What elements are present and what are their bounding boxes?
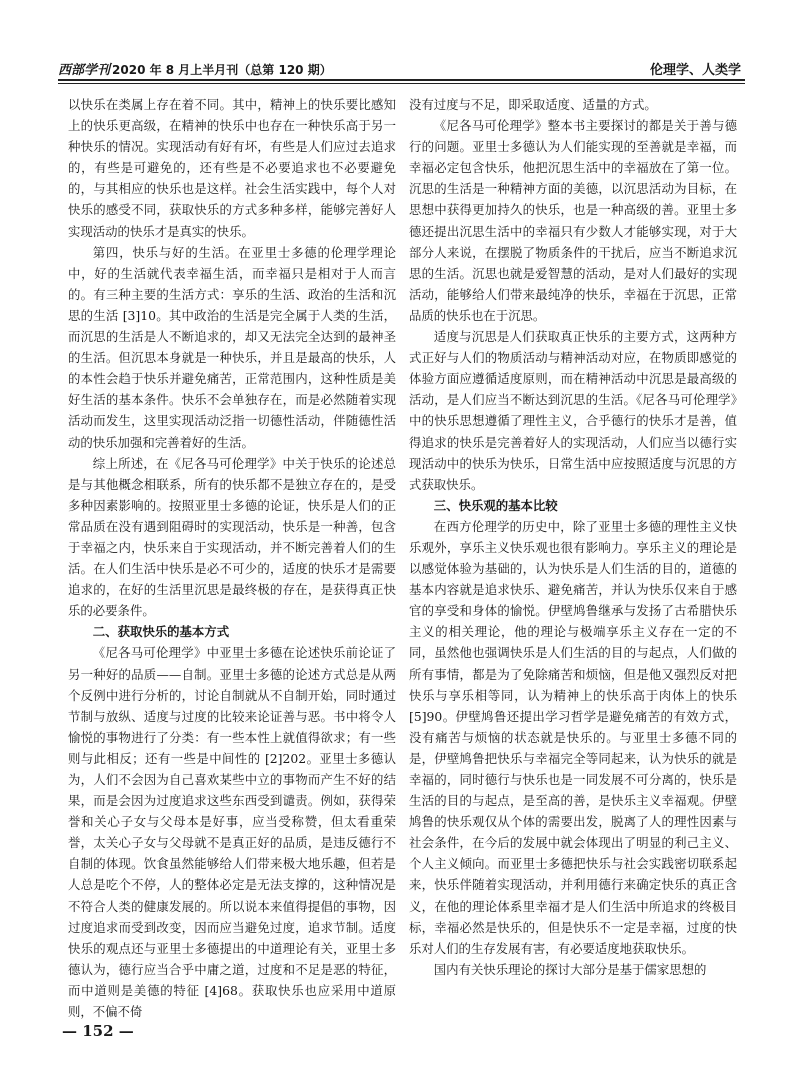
section-title: 伦理学、人类学 [649,63,741,78]
paragraph: 《尼各马可伦理学》整本书主要探讨的都是关于善与德行的问题。亚里士多德认为人们能实现的至善就是幸福，而幸福必定包含快乐，他把沉思生活中的幸福放在了第一位。沉思的生活是一种精神方面的美德，以沉思活动为目标，在思想中获得更加持久的快乐，也是一种高级的善。亚里士多德还提出沉思生活中的幸福只有少数人才能够实现，对于大部分人来说，在摆脱了物质条件的干扰后，应当不断追求沉思的生活。沉思也就是爱智慧的活动，是对人们最好的实现活动，能够给人们带来最纯净的快乐，幸福在于沉思，正常品质的快乐也在于沉思。 [409,118,737,323]
paragraph: 适度与沉思是人们获取真正快乐的主要方式，这两种方式正好与人们的物质活动与精神活动对应，在物质即感觉的体验方面应遵循适度原则，而在精神活动中沉思是最高级的活动，是人们应当不断达到沉思的生活。《尼各马可伦理学》中的快乐思想遵循了理性主义，合乎德行的快乐才是善，值得追求的快乐是完善着好人的实现活动，人们应当以德行实现活动中的快乐为快乐，日常生活中应按照适度与沉思的方式获取快乐。 [409,329,737,492]
paragraph: 没有过度与不足，即采取适度、适量的方式。 [409,97,657,112]
paragraph: 在西方伦理学的历史中，除了亚里士多德的理性主义快乐观外，享乐主义快乐观也很有影响力。享乐主义的理论是以感觉体验为基础的，认为快乐是人们生活的目的，道德的基本内容就是追求快乐、避免痛苦，并认为快乐仅来自于感官的享受和身体的愉悦。伊壁鸠鲁继承与发扬了古希腊快乐主义的相关理论，他的理论与极端享乐主义存在一定的不同，虽然他也强调快乐是人们生活的目的与起点，人们做的所有事情，都是为了免除痛苦和烦恼，但是他又强烈反对把快乐与享乐相等同，认为精神上的快乐高于肉体上的快乐 [5]90。伊壁鸠鲁还提出学习哲学是避免痛苦的有效方式，没有痛苦与烦恼的状态就是快乐的。与亚里士多德不同的是，伊壁鸠鲁把快乐与幸福完全等同起来，认为快乐的就是幸福的，同时德行与快乐也是一同发展不可分离的，快乐是生活的目的与起点，是至高的善，是快乐主义幸福观。伊壁鸠鲁的快乐观仅从个体的需要出发，脱离了人的理性因素与社会条件，在今后的发展中就会体现出了明显的利己主义、个人主义倾向。而亚里士多德把快乐与社会实践密切联系起来，快乐伴随着实现活动，并利用德行来确定快乐的真正含义，在他的理论体系里幸福才是人们生活中所追求的终极目标，幸福必然是快乐的，但是快乐不一定是幸福，过度的快乐对人们的生存发展有害，有必要适度地获取快乐。 [409,518,737,956]
paragraph: 国内有关快乐理论的探讨大部分是基于儒家思想的 [433,961,707,977]
page-header [58,57,745,83]
paragraph: 《尼各马可伦理学》中亚里士多德在论述快乐前论证了另一种好的品质——自制。亚里士多德的论述方式总是从两个反例中进行分析的，讨论自制就从不自制开始，同时通过节制与放纵、适度与过度的比较来论证善与恶。书中将令人愉悦的事物进行了分类：有一些本性上就值得欲求；有一些则与此相反；还有一些是中间性的 [2]202。亚里士多德认为，人们不会因为自己喜欢某些中立的事物而产生不好的结果，而是会因为过度追求这些东西受到谴责。例如，获得荣誉和关心子女与父母本是好事，应当受称赞，但太看重荣誉，太关心子女与父母就不是真正好的品质，是违反德行不自制的体现。饮食虽然能够给人们带来极大地乐趣，但若是人总是吃个不停，人的整体必定是无法支撑的，这种情况是不符合人类的健康发展的。所以说本来值得提倡的事物，因过度追求而受到改变，因而应当避免过度，追求节制。适度快乐的观点还与亚里士多德提出的中道理论有关，亚里士多德认为，德行应当合乎中庸之道，过度和不足是恶的特征，而中道则是美德的特征 [4]68。获取快乐也应采用中道原则，不偏不倚 [68,645,396,1020]
header-rule-thin [58,83,745,84]
paragraph: 综上所述，在《尼各马可伦理学》中关于快乐的论述总是与其他概念相联系，所有的快乐都不是独立存在的，是受多种因素影响的。按照亚里士多德的论证，快乐是人们的正常品质在没有遇到阻碍时的实现活动，快乐是一种善，包含于幸福之内，快乐来自于实现活动，并不断完善着人们的生活。在人们生活中快乐是必不可少的，适度的快乐才是需要追求的，在好的生活里沉思是最终极的存在，是获得真正快乐的必要条件。 [68,455,396,619]
section-heading: 二、获取快乐的基本方式 [92,624,230,640]
journal-logo: 西部学刊 [58,63,111,78]
page-number: — 152 — [62,1022,134,1040]
issue-info: 2020 年 8 月上半月刊（总第 120 期） [112,63,332,77]
left-column [68,94,396,1025]
journal-issue-line [58,59,332,78]
paragraph: 以快乐在类属上存在着不同。其中，精神上的快乐要比感知上的快乐更高级，在精神的快乐中也存在一种快乐高于另一种快乐的情况。实现活动有好有坏，有些是人们应过去追求的，有些是可避免的，还有些是不必要追求也不必要避免的，与其相应的快乐也是这样。社会生活实践中，每个人对快乐的感受不同，获取快乐的方式多种多样，能够完善好人实现活动的快乐才是真实的快乐。 [68,97,396,239]
header-rule-thick [58,79,745,81]
section-heading: 三、快乐观的基本比较 [433,497,558,513]
paragraph: 第四，快乐与好的生活。在亚里士多德的伦理学理论中，好的生活就代表幸福生活，而幸福只是相对于人而言的。有三种主要的生活方式：享乐的生活、政治的生活和沉思的生活 [3]10。其中政治的生活是完全属于人类的生活，而沉思的生活是人不断追求的，却又无法完全达到的最神圣的生活。但沉思本身就是一种快乐，并且是最高的快乐，人的本性会趋于快乐并避免痛苦，正常范围内，这种性质是美好生活的基本条件。快乐不会单独存在，而是必然随着实现活动而发生，这里实现活动泛指一切德性活动，伴随德性活动的快乐加强和完善着好的生活。 [68,244,396,450]
right-column [409,94,737,1025]
